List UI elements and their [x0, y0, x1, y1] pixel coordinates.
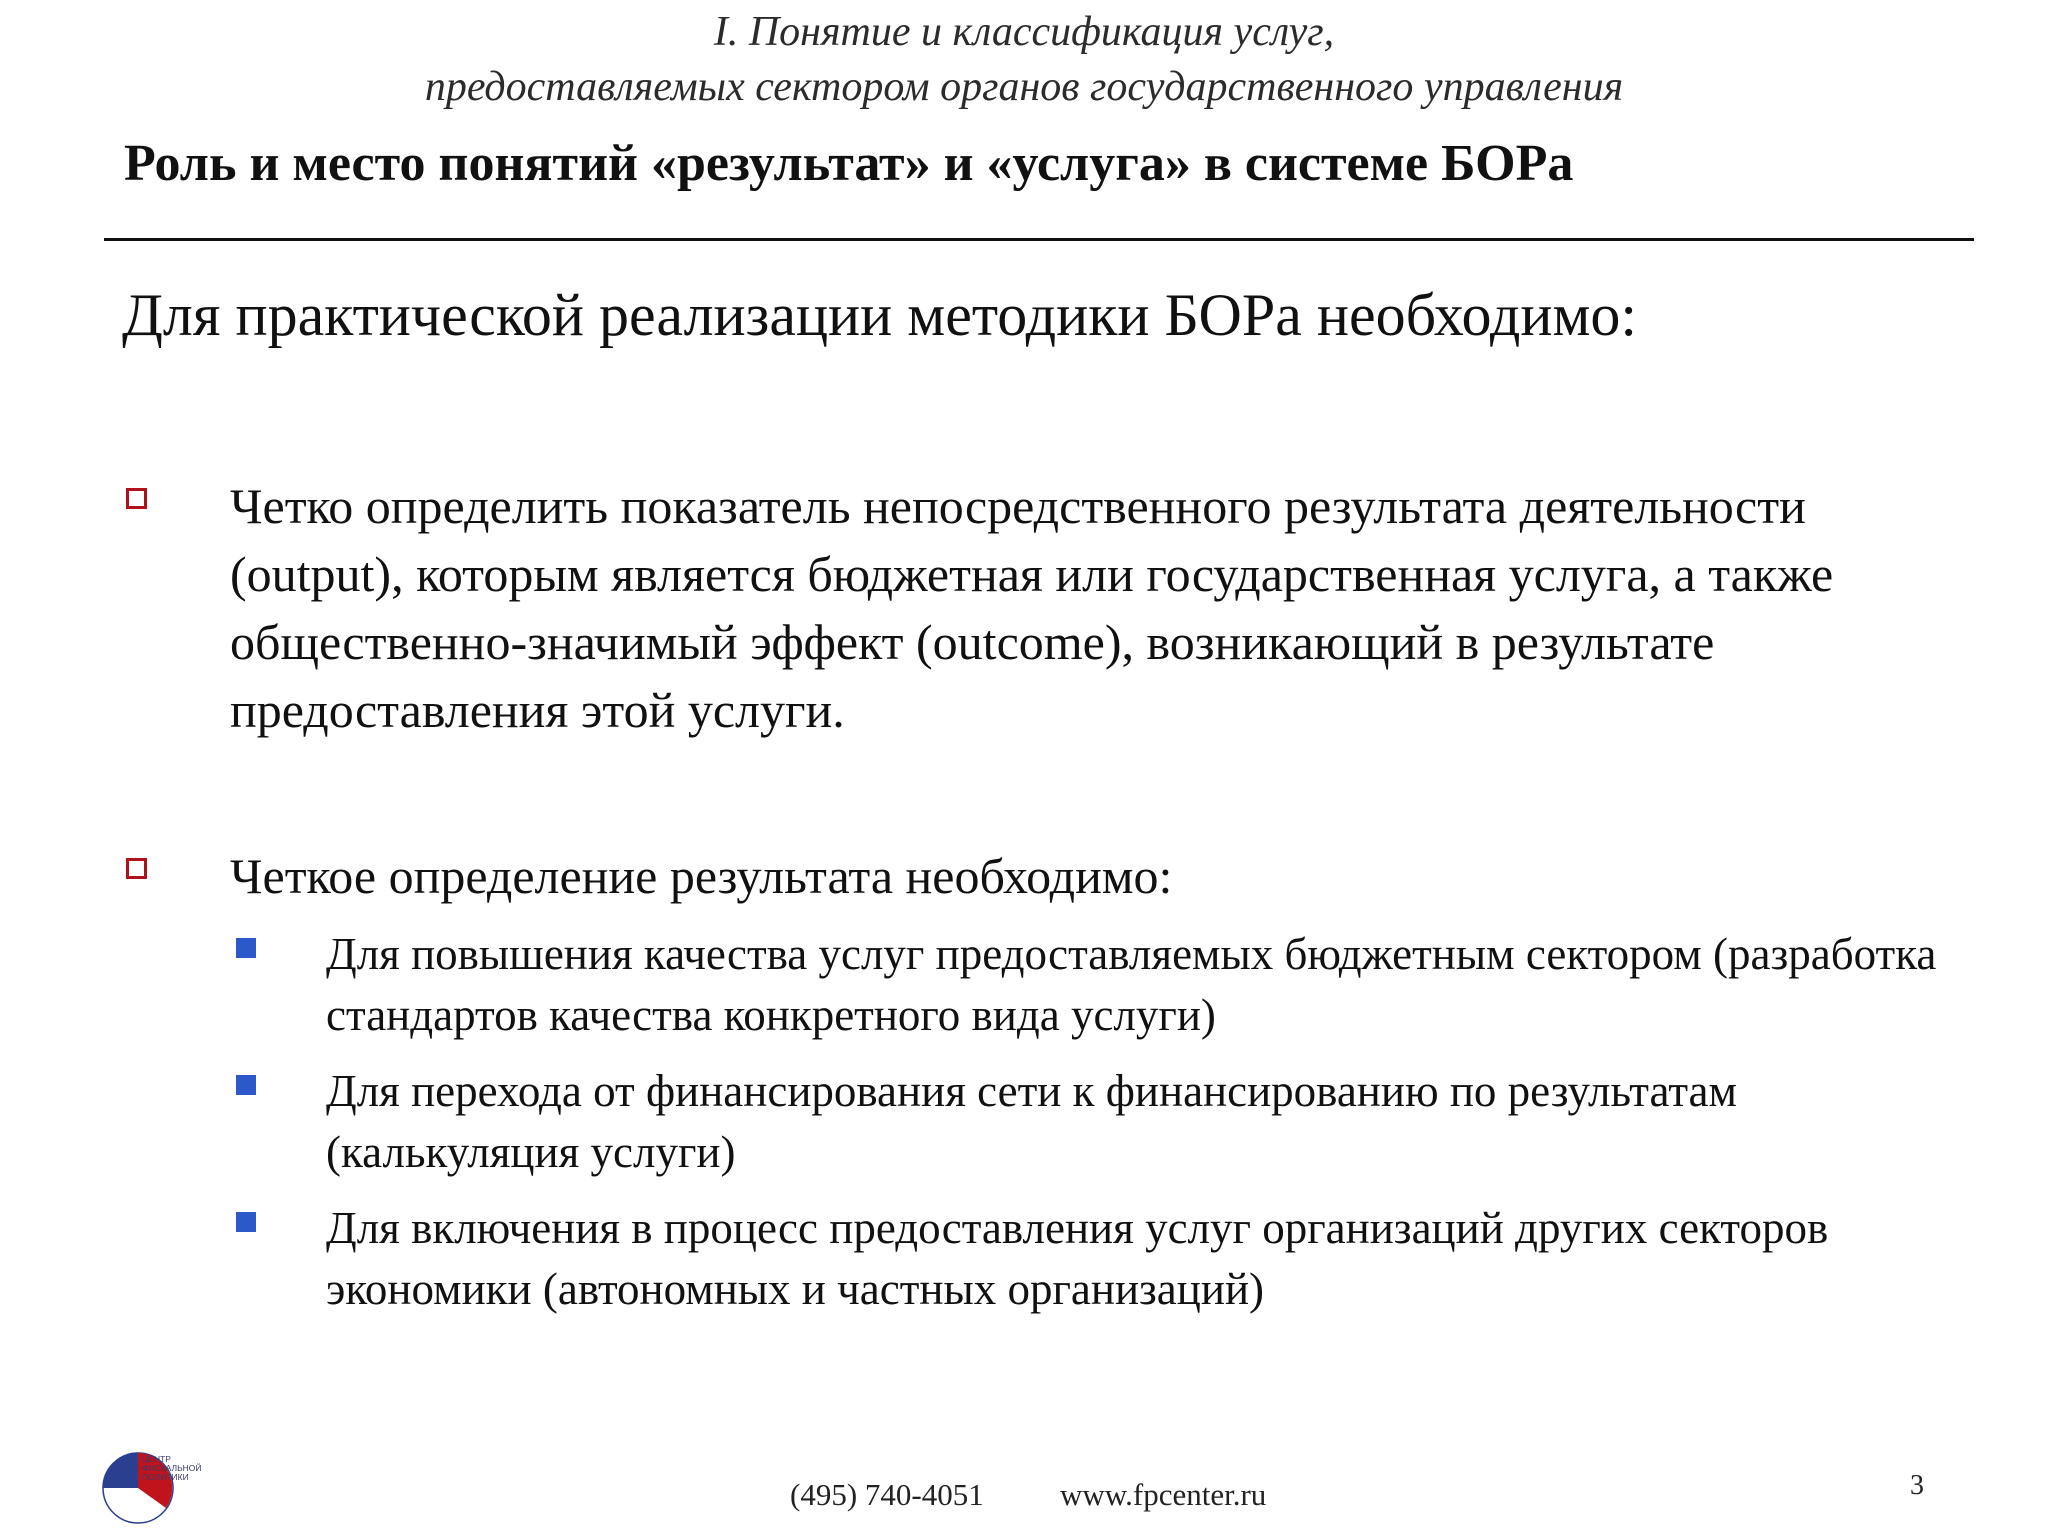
- lead-text: Для практической реализации методики БОРа необходимо:: [122, 282, 1638, 348]
- hollow-square-bullet-icon: [126, 488, 147, 509]
- logo-blue-segment-icon: [103, 1453, 138, 1488]
- bullet-text: Четкое определение результата необходимо:: [230, 848, 1173, 904]
- section-title-line-2: предоставляемых сектором органов государственного управления: [424, 64, 1624, 110]
- page-number: 3: [1910, 1470, 1924, 1501]
- slide-title: Роль и место понятий «результат» и «услуга» в системе БОРа: [124, 135, 1574, 192]
- logo-text-line-3: ПОЛИТИКИ: [142, 1472, 189, 1482]
- section-title-line-1: I. Понятие и классификация услуг,: [713, 9, 1335, 55]
- footer-phone: (495) 740-4051: [790, 1477, 984, 1512]
- title-divider: [104, 238, 1974, 241]
- bullet-text: Четко определить показатель непосредственного результата деятельности (output), которым является бюджетная или государственная услуга, а также общественно-значимый эффект (outcome), возникающий в результате предоставления этой услуги.: [230, 478, 1834, 738]
- sub-bullet-text: Для включения в процесс предоставления услуг организаций других секторов экономики (автономных и частных организаций): [326, 1203, 1829, 1314]
- logo-text-line-1: ЦЕНТР: [142, 1454, 171, 1464]
- logo-text-line-2: ФИСКАЛЬНОЙ: [142, 1463, 202, 1473]
- filled-square-bullet-icon: [236, 938, 256, 958]
- sub-bullet-text: Для перехода от финансирования сети к финансированию по результатам (калькуляция услуги): [326, 1066, 1737, 1177]
- filled-square-bullet-icon: [236, 1075, 256, 1095]
- footer-website-link[interactable]: www.fpcenter.ru: [1060, 1477, 1267, 1512]
- hollow-square-bullet-icon: [126, 858, 147, 879]
- filled-square-bullet-icon: [236, 1212, 256, 1232]
- sub-bullet-text: Для повышения качества услуг предоставляемых бюджетным сектором (разработка стандартов качества конкретного вида услуги): [326, 929, 1937, 1040]
- org-logo-icon: [100, 1436, 220, 1526]
